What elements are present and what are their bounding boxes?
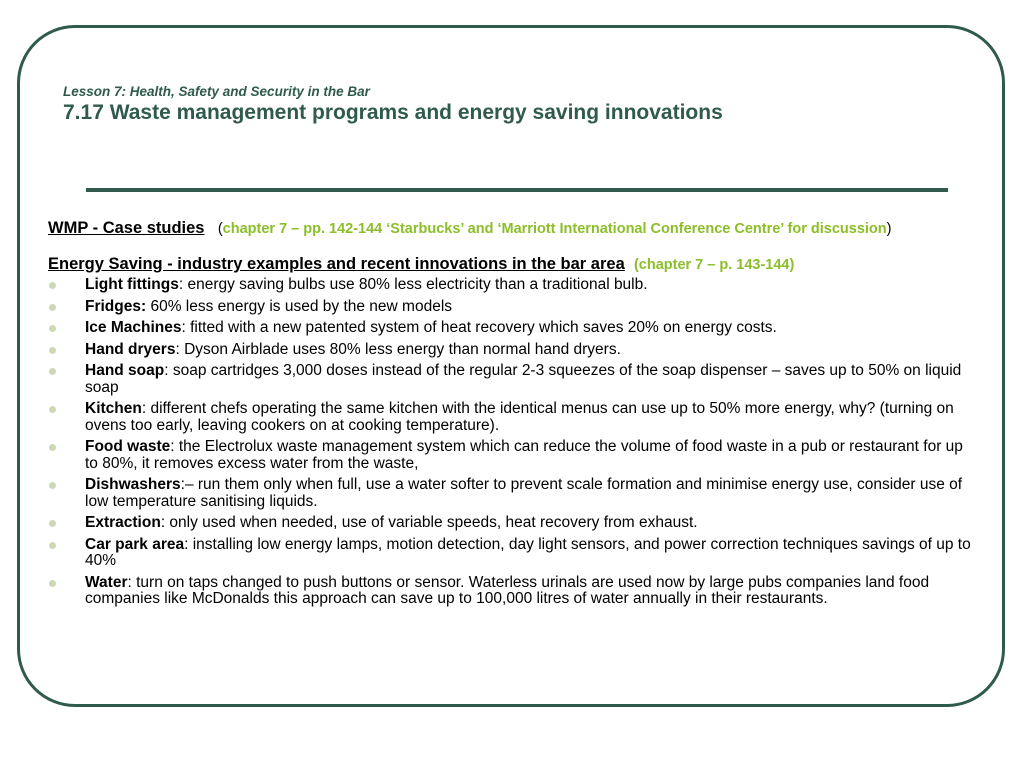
item-text: :– run them only when full, use a water softer to prevent scale formation and minimise energy use, consider use of low temperature sanitising liquids. xyxy=(85,476,963,510)
list-item-kitchen xyxy=(48,401,978,434)
energy-saving-heading-line xyxy=(48,254,978,275)
bullet-icon xyxy=(49,282,56,289)
item-key: Water xyxy=(85,573,128,591)
item-text: : only used when needed, use of variable speeds, heat recovery from exhaust. xyxy=(160,514,698,531)
bullet-icon xyxy=(49,580,56,587)
item-key: Dishwashers xyxy=(85,476,181,493)
case-studies-heading: WMP - Case studies xyxy=(48,219,205,237)
item-text: : installing low energy lamps, motion detection, day light sensors, and power correction techniques savings of up to 40% xyxy=(85,535,971,569)
item-key: Fridges: xyxy=(85,297,147,315)
item-text: : different chefs operating the same kitchen with the identical menus can use up to 50% more energy, why? (turning on ovens too early, leaving cookers on at cooking temperature). xyxy=(85,400,954,434)
list-item-extraction xyxy=(48,515,978,532)
bullet-icon xyxy=(49,325,56,332)
bullet-icon xyxy=(49,542,56,549)
item-key: Food waste xyxy=(85,438,171,455)
list-item-water xyxy=(48,575,978,608)
item-key: Ice Machines xyxy=(85,319,182,336)
item-key: Light fittings xyxy=(85,276,179,293)
case-studies-reference: chapter 7 – pp. 142-144 ‘Starbucks’ and ‘Marriott International Conference Centre’ for discussion xyxy=(222,221,887,237)
item-key: Hand dryers xyxy=(85,340,176,358)
bullet-icon xyxy=(49,347,56,354)
item-text: : Dyson Airblade uses 80% less energy than normal hand dryers. xyxy=(175,340,621,358)
list-item-dishwashers xyxy=(48,477,978,510)
list-item-hand-soap xyxy=(48,363,978,396)
bullet-icon xyxy=(49,368,56,375)
item-text: : turn on taps changed to push buttons or sensor. Waterless urinals are used now by large pubs companies land food companies like McDonalds this approach can save up to 100,000 litres of water annually in their restaurants. xyxy=(85,573,930,607)
case-studies-open-paren: ( xyxy=(217,221,223,237)
item-text: 60% less energy is used by the new models xyxy=(146,297,453,315)
list-item-ice-machines xyxy=(48,320,978,337)
item-text: : energy saving bulbs use 80% less electricity than a traditional bulb. xyxy=(178,276,648,293)
bullet-icon xyxy=(49,304,56,311)
slide-content xyxy=(48,216,978,613)
item-text: : fitted with a new patented system of heat recovery which saves 20% on energy costs. xyxy=(181,319,777,336)
title-divider xyxy=(86,188,948,192)
item-key: Kitchen xyxy=(85,400,142,417)
case-studies-paragraph xyxy=(48,216,978,241)
energy-saving-reference: (chapter 7 – p. 143-144) xyxy=(633,257,795,273)
list-item-fridges xyxy=(48,299,978,316)
item-text: : the Electrolux waste management system which can reduce the volume of food waste in a pub or restaurant for up to 80%, it removes excess water from the waste, xyxy=(85,438,963,472)
list-item-car-park-area xyxy=(48,537,978,570)
list-item-light-fittings xyxy=(48,277,978,294)
bullet-icon xyxy=(49,520,56,527)
item-text: : soap cartridges 3,000 doses instead of the regular 2-3 squeezes of the soap dispenser – saves up to 50% on liquid soap xyxy=(85,362,962,396)
case-studies-close-paren: ) xyxy=(886,221,892,237)
list-item-food-waste xyxy=(48,439,978,472)
energy-saving-heading: Energy Saving - industry examples and recent innovations in the bar area xyxy=(48,255,625,273)
item-key: Extraction xyxy=(85,514,161,531)
bullet-icon xyxy=(49,444,56,451)
bullet-icon xyxy=(49,482,56,489)
item-key: Car park area xyxy=(85,535,185,553)
slide-title: 7.17 Waste management programs and energy saving innovations xyxy=(63,101,723,124)
list-item-hand-dryers xyxy=(48,342,978,359)
energy-saving-list xyxy=(48,277,978,608)
lesson-label: Lesson 7: Health, Safety and Security in the Bar xyxy=(63,84,370,99)
bullet-icon xyxy=(49,406,56,413)
item-key: Hand soap xyxy=(85,362,165,379)
